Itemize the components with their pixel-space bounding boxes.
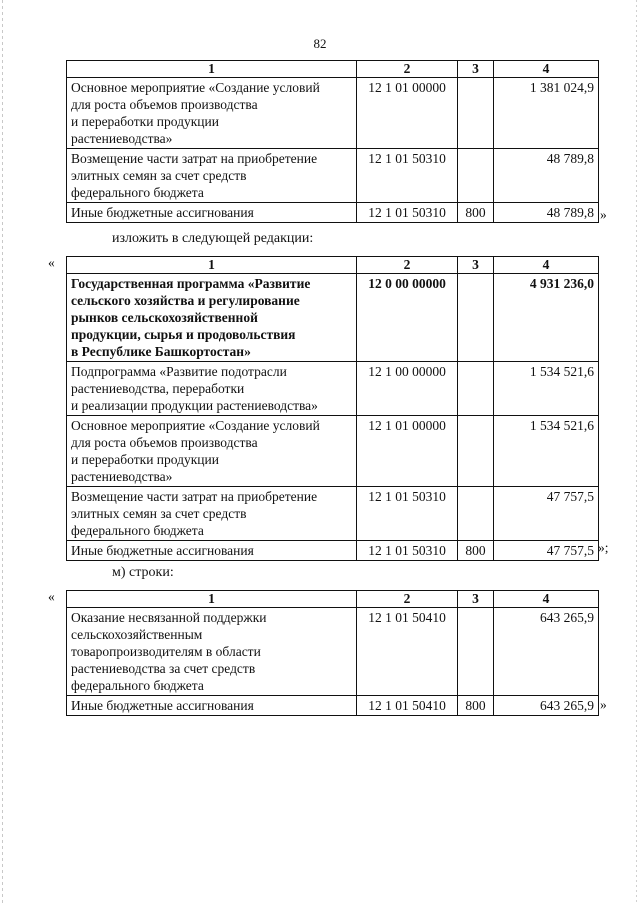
opening-quote-2: « bbox=[48, 255, 55, 270]
row-amount: 47 757,5 bbox=[494, 541, 599, 561]
row-name-line: сельскохозяйственным bbox=[71, 627, 203, 642]
row-code: 12 0 00 00000 bbox=[357, 274, 458, 362]
budget-table-3 bbox=[66, 590, 599, 716]
table-row bbox=[67, 487, 599, 541]
row-amount: 48 789,8 bbox=[494, 149, 599, 203]
header-row bbox=[67, 61, 599, 78]
header-col-3: 3 bbox=[458, 61, 494, 78]
row-name-line: Основное мероприятие «Создание условий bbox=[71, 418, 320, 433]
table-row bbox=[67, 78, 599, 149]
row-code: 12 1 01 50410 bbox=[357, 608, 458, 696]
table-row bbox=[67, 696, 599, 716]
header-col-1: 1 bbox=[67, 591, 357, 608]
row-amount: 47 757,5 bbox=[494, 487, 599, 541]
table-row bbox=[67, 608, 599, 696]
header-col-2: 2 bbox=[357, 61, 458, 78]
row-name-cell bbox=[67, 696, 357, 716]
row-amount: 48 789,8 bbox=[494, 203, 599, 223]
header-col-4: 4 bbox=[494, 61, 599, 78]
table-row bbox=[67, 541, 599, 561]
row-name-line: сельского хозяйства и регулирование bbox=[71, 293, 300, 308]
row-group: 800 bbox=[458, 696, 494, 716]
row-group: 800 bbox=[458, 541, 494, 561]
row-name-line: Оказание несвязанной поддержки bbox=[71, 610, 267, 625]
row-name-cell bbox=[67, 608, 357, 696]
header-col-2: 2 bbox=[357, 591, 458, 608]
row-name-cell bbox=[67, 541, 357, 561]
row-name-line: Иные бюджетные ассигнования bbox=[71, 205, 254, 220]
row-amount: 643 265,9 bbox=[494, 696, 599, 716]
row-name-line: продукции, сырья и продовольствия bbox=[71, 327, 296, 342]
opening-quote-3: « bbox=[48, 589, 55, 604]
budget-table-1 bbox=[66, 60, 599, 223]
row-name-line: Возмещение части затрат на приобретение bbox=[71, 489, 318, 504]
row-name-line: Подпрограмма «Развитие подотрасли bbox=[71, 364, 287, 379]
row-name-cell bbox=[67, 416, 357, 487]
table-row bbox=[67, 203, 599, 223]
row-name-line: федерального бюджета bbox=[71, 185, 204, 200]
closing-quote-1: » bbox=[600, 207, 607, 222]
row-amount: 643 265,9 bbox=[494, 608, 599, 696]
row-name-line: федерального бюджета bbox=[71, 678, 204, 693]
row-name-line: Основное мероприятие «Создание условий bbox=[71, 80, 320, 95]
header-row bbox=[67, 257, 599, 274]
page-number: 82 bbox=[313, 36, 327, 51]
row-name-line: растениеводства» bbox=[71, 469, 173, 484]
row-group bbox=[458, 362, 494, 416]
row-code: 12 1 01 50310 bbox=[357, 149, 458, 203]
row-name-line: элитных семян за счет средств bbox=[71, 506, 247, 521]
row-code: 12 1 01 00000 bbox=[357, 78, 458, 149]
budget-table-2 bbox=[66, 256, 599, 561]
row-name-cell bbox=[67, 487, 357, 541]
row-name-line: в Республике Башкортостан» bbox=[71, 344, 251, 359]
table-row bbox=[67, 416, 599, 487]
row-code: 12 1 00 00000 bbox=[357, 362, 458, 416]
row-group bbox=[458, 78, 494, 149]
row-name-line: Иные бюджетные ассигнования bbox=[71, 698, 254, 713]
row-name-line: для роста объемов производства bbox=[71, 97, 258, 112]
row-name-line: растениеводства, переработки bbox=[71, 381, 245, 396]
row-name-line: растениеводства за счет средств bbox=[71, 661, 256, 676]
table-row bbox=[67, 149, 599, 203]
row-name-line: и переработки продукции bbox=[71, 452, 219, 467]
row-group bbox=[458, 274, 494, 362]
row-amount: 1 534 521,6 bbox=[494, 416, 599, 487]
header-col-2: 2 bbox=[357, 257, 458, 274]
row-name-cell bbox=[67, 203, 357, 223]
row-name-line: элитных семян за счет средств bbox=[71, 168, 247, 183]
row-name-cell bbox=[67, 149, 357, 203]
header-col-3: 3 bbox=[458, 591, 494, 608]
row-name-line: и переработки продукции bbox=[71, 114, 219, 129]
paragraph-rows-text: м) строки: bbox=[112, 565, 174, 580]
header-col-4: 4 bbox=[494, 257, 599, 274]
row-name-line: Иные бюджетные ассигнования bbox=[71, 543, 254, 558]
row-name-line: федерального бюджета bbox=[71, 523, 204, 538]
row-group bbox=[458, 487, 494, 541]
row-name-cell bbox=[67, 274, 357, 362]
closing-quote-3: » bbox=[600, 697, 607, 712]
scan-edge-right bbox=[636, 0, 637, 905]
row-code: 12 1 01 50310 bbox=[357, 203, 458, 223]
table-row bbox=[67, 362, 599, 416]
row-name-line: растениеводства» bbox=[71, 131, 173, 146]
row-name-line: и реализации продукции растениеводства» bbox=[71, 398, 318, 413]
table-row bbox=[67, 274, 599, 362]
row-amount: 1 381 024,9 bbox=[494, 78, 599, 149]
header-col-1: 1 bbox=[67, 257, 357, 274]
row-name-cell bbox=[67, 78, 357, 149]
row-code: 12 1 01 00000 bbox=[357, 416, 458, 487]
paragraph-amend-text: изложить в следующей редакции: bbox=[112, 231, 314, 246]
row-group: 800 bbox=[458, 203, 494, 223]
row-amount: 1 534 521,6 bbox=[494, 362, 599, 416]
row-name-line: товаропроизводителям в области bbox=[71, 644, 261, 659]
row-amount: 4 931 236,0 bbox=[494, 274, 599, 362]
row-code: 12 1 01 50410 bbox=[357, 696, 458, 716]
header-col-4: 4 bbox=[494, 591, 599, 608]
header-col-3: 3 bbox=[458, 257, 494, 274]
closing-quote-2: »; bbox=[598, 540, 609, 555]
row-group bbox=[458, 416, 494, 487]
row-code: 12 1 01 50310 bbox=[357, 487, 458, 541]
row-group bbox=[458, 149, 494, 203]
header-col-1: 1 bbox=[67, 61, 357, 78]
row-name-line: Государственная программа «Развитие bbox=[71, 276, 311, 291]
header-row bbox=[67, 591, 599, 608]
row-name-cell bbox=[67, 362, 357, 416]
row-group bbox=[458, 608, 494, 696]
scan-edge-left bbox=[2, 0, 3, 905]
row-code: 12 1 01 50310 bbox=[357, 541, 458, 561]
row-name-line: для роста объемов производства bbox=[71, 435, 258, 450]
row-name-line: рынков сельскохозяйственной bbox=[71, 310, 258, 325]
row-name-line: Возмещение части затрат на приобретение bbox=[71, 151, 318, 166]
